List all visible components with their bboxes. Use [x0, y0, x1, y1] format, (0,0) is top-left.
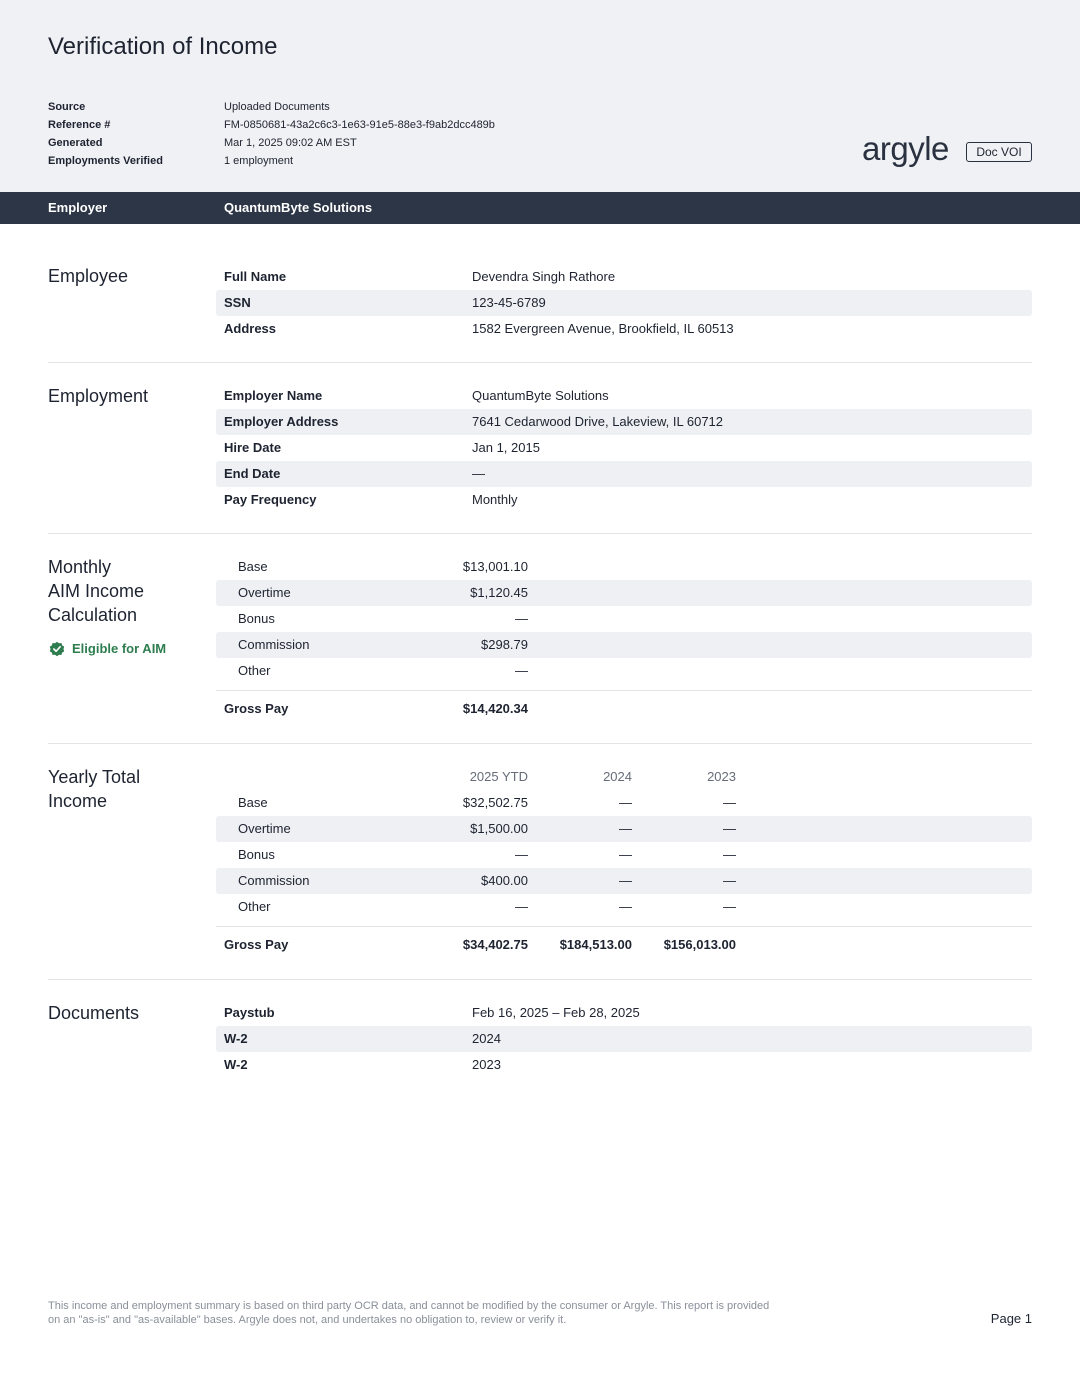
yearly-row: [216, 868, 1032, 894]
row-label: Bonus: [238, 611, 275, 626]
row-value: 2023: [472, 1057, 501, 1072]
employee-rows: [216, 264, 1032, 342]
employer-bar-value: QuantumByte Solutions: [224, 200, 373, 215]
column-header: 2023: [707, 769, 736, 784]
row-label: Pay Frequency: [224, 492, 317, 507]
document-row: [216, 1052, 1032, 1078]
yearly-row: [216, 790, 1032, 816]
total-value: $34,402.75: [462, 937, 528, 952]
row-value: 123-45-6789: [472, 295, 546, 310]
row-label: Commission: [238, 873, 310, 888]
employee-row: [216, 290, 1032, 316]
section-title-line: Monthly: [48, 557, 112, 577]
row-value: 1582 Evergreen Avenue, Brookfield, IL 60513: [472, 321, 734, 336]
yearly-column-headers: [216, 764, 1032, 790]
row-value: Jan 1, 2015: [472, 440, 540, 455]
total-value: $156,013.00: [663, 937, 736, 952]
row-value: —: [723, 795, 736, 810]
row-label: Employer Name: [224, 388, 323, 403]
meta-label: Source: [48, 101, 86, 113]
row-value: —: [619, 899, 632, 914]
row-label: Overtime: [238, 585, 291, 600]
monthly-row: [216, 606, 1032, 632]
monthly-row: [216, 554, 1032, 580]
row-value: —: [723, 873, 736, 888]
check-badge-icon: [48, 640, 66, 658]
documents-rows: [216, 1000, 1032, 1078]
employment-row: [216, 487, 1032, 513]
total-value: $14,420.34: [462, 701, 528, 716]
section-title: [48, 555, 167, 656]
row-divider: [216, 690, 1032, 691]
row-value: $298.79: [481, 637, 528, 652]
row-value: —: [723, 899, 736, 914]
section-title: Employment: [48, 386, 149, 406]
row-value: Monthly: [472, 492, 518, 507]
footer-disclaimer: This income and employment summary is based on third party OCR data, and cannot be modified by the consumer or Argyle. This report is provided on an "as-is" and "as-available" bases. Argyle does not, and undertakes no obligation to, review or verify it.: [48, 1300, 770, 1326]
page-title: Verification of Income: [48, 33, 278, 60]
employment-row: [216, 409, 1032, 435]
monthly-row: [216, 658, 1032, 684]
meta-row-reference: [48, 116, 495, 134]
employment-section: [48, 362, 1032, 533]
yearly-row: [216, 842, 1032, 868]
employment-rows: [216, 383, 1032, 513]
documents-section: [48, 979, 1032, 1090]
row-value: —: [515, 899, 528, 914]
row-value: QuantumByte Solutions: [472, 388, 609, 403]
total-label: Gross Pay: [224, 701, 289, 716]
row-label: Other: [238, 899, 271, 914]
monthly-aim-section: [48, 533, 1032, 744]
row-value: —: [619, 873, 632, 888]
row-value: —: [472, 466, 485, 481]
meta-value: FM-0850681-43a2c6c3-1e63-91e5-88e3-f9ab2dcc489b: [224, 119, 495, 131]
monthly-row: [216, 632, 1032, 658]
row-label: Paystub: [224, 1005, 275, 1020]
row-label: End Date: [224, 466, 281, 481]
employer-bar: [0, 192, 1080, 224]
employment-row: [216, 461, 1032, 487]
row-value: $400.00: [481, 873, 528, 888]
employment-row: [216, 435, 1032, 461]
row-value: $1,120.45: [470, 585, 528, 600]
meta-label: Reference #: [48, 119, 111, 131]
employment-row: [216, 383, 1032, 409]
meta-row-generated: [48, 134, 495, 152]
yearly-row: [216, 894, 1032, 920]
section-title-line: Calculation: [48, 605, 138, 625]
meta-value: Mar 1, 2025 09:02 AM EST: [224, 137, 357, 149]
row-label: Address: [224, 321, 277, 336]
row-value: —: [723, 847, 736, 862]
row-label: Base: [238, 559, 268, 574]
meta-value: 1 employment: [224, 155, 294, 167]
section-title-line: Income: [48, 791, 108, 811]
section-title-line: Yearly Total: [48, 767, 141, 787]
row-value: —: [515, 611, 528, 626]
meta-value: Uploaded Documents: [224, 101, 330, 113]
yearly-row: [216, 816, 1032, 842]
section-title: Documents: [48, 1003, 140, 1023]
row-label: Employer Address: [224, 414, 339, 429]
row-value: 2024: [472, 1031, 501, 1046]
document-row: [216, 1000, 1032, 1026]
doc-type-badge: Doc VOI: [966, 142, 1032, 162]
row-value: $13,001.10: [462, 559, 528, 574]
aim-eligibility-label: Eligible for AIM: [72, 641, 167, 656]
column-header: 2024: [603, 769, 632, 784]
document-row: [216, 1026, 1032, 1052]
total-label: Gross Pay: [224, 937, 289, 952]
row-label: Overtime: [238, 821, 291, 836]
row-label: Bonus: [238, 847, 275, 862]
row-label: Base: [238, 795, 268, 810]
row-value: Feb 16, 2025 – Feb 28, 2025: [472, 1005, 640, 1020]
aim-eligibility: [48, 637, 166, 661]
section-title-line: AIM Income: [48, 581, 145, 601]
row-value: Devendra Singh Rathore: [472, 269, 616, 284]
total-value: $184,513.00: [559, 937, 632, 952]
yearly-rows: [216, 764, 1032, 958]
row-label: Commission: [238, 637, 310, 652]
meta-row-employments: [48, 152, 495, 170]
meta-row-source: [48, 98, 495, 116]
row-label: Hire Date: [224, 440, 282, 455]
yearly-income-section: [48, 743, 1032, 980]
row-label: Full Name: [224, 269, 287, 284]
row-label: W-2: [224, 1031, 248, 1046]
row-label: Other: [238, 663, 271, 678]
monthly-total-row: [216, 696, 1032, 722]
section-title: [48, 765, 140, 813]
meta-label: Employments Verified: [48, 155, 163, 167]
row-value: —: [515, 663, 528, 678]
monthly-rows: [216, 554, 1032, 722]
row-value: —: [619, 847, 632, 862]
yearly-total-row: [216, 932, 1032, 958]
page-number: Page 1: [990, 1311, 1032, 1326]
employee-row: [216, 316, 1032, 342]
row-value: —: [619, 795, 632, 810]
column-header: 2025 YTD: [469, 769, 528, 784]
row-value: 7641 Cedarwood Drive, Lakeview, IL 60712: [472, 414, 724, 429]
employer-bar-label: Employer: [48, 200, 108, 215]
employee-row: [216, 264, 1032, 290]
row-value: —: [723, 821, 736, 836]
row-value: $1,500.00: [470, 821, 528, 836]
argyle-logo: argyle: [862, 130, 949, 167]
row-label: W-2: [224, 1057, 248, 1072]
monthly-row: [216, 580, 1032, 606]
section-title: Employee: [48, 266, 129, 286]
row-divider: [216, 926, 1032, 927]
row-value: —: [515, 847, 528, 862]
report-meta: [48, 98, 495, 170]
meta-label: Generated: [48, 137, 103, 149]
row-value: $32,502.75: [462, 795, 528, 810]
row-label: SSN: [224, 295, 251, 310]
row-value: —: [619, 821, 632, 836]
